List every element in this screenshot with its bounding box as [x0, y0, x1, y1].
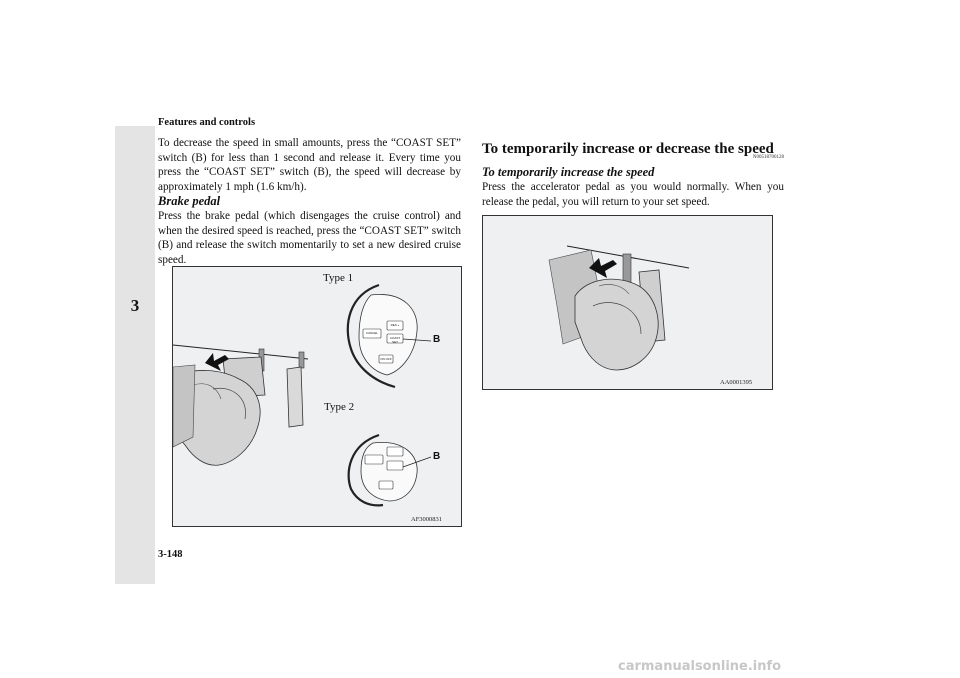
- switch-cancel-text: CANCEL: [365, 331, 379, 335]
- accelerator-figure: [482, 215, 773, 390]
- figure-code-right: AA0001395: [720, 379, 753, 386]
- brake-pedal-illustration: [173, 267, 461, 526]
- switch-coast-set-text: COAST SET: [389, 336, 401, 344]
- type2-label: Type 2: [324, 401, 355, 413]
- brake-pedal-figure: [172, 266, 462, 527]
- switch-on-off-text: ON OFF: [380, 357, 392, 361]
- section-header: Features and controls: [158, 117, 256, 128]
- switch-b-label-type2: B: [433, 451, 441, 462]
- switch-b-label-type1: B: [433, 334, 441, 345]
- increase-speed-subheading: To temporarily increase the speed: [482, 165, 655, 179]
- page-number: 3-148: [158, 549, 183, 560]
- increase-speed-paragraph: Press the accelerator pedal as you would normally. When you release the pedal, you will return to your set speed.: [482, 181, 784, 208]
- watermark: carmanualsonline.info: [618, 659, 782, 674]
- chapter-tab-number: 3: [130, 296, 140, 315]
- switch-res-text: RES +: [390, 323, 400, 327]
- chapter-tab: [115, 126, 155, 584]
- type1-label: Type 1: [323, 272, 354, 284]
- heading-code: N00518700128: [752, 155, 784, 160]
- brake-pedal-paragraph: Press the brake pedal (which disengages the cruise control) and when the desired speed is reached, press the “COAST SET” switch (B) and release the switch momentarily to set a new desired cruise speed.: [158, 210, 461, 266]
- figure-code-left: AF3000831: [411, 516, 443, 523]
- accelerator-pedal-illustration: [483, 216, 772, 389]
- speed-section-heading: To temporarily increase or decrease the speed: [482, 141, 774, 157]
- brake-pedal-heading: Brake pedal: [158, 194, 221, 208]
- intro-paragraph: To decrease the speed in small amounts, press the “COAST SET” switch (B) for less than 1 second and release it. Every time you press the “COAST SET” switch (B), the speed will decrease by approximately 1 mph (1.6 km/h).: [158, 137, 461, 193]
